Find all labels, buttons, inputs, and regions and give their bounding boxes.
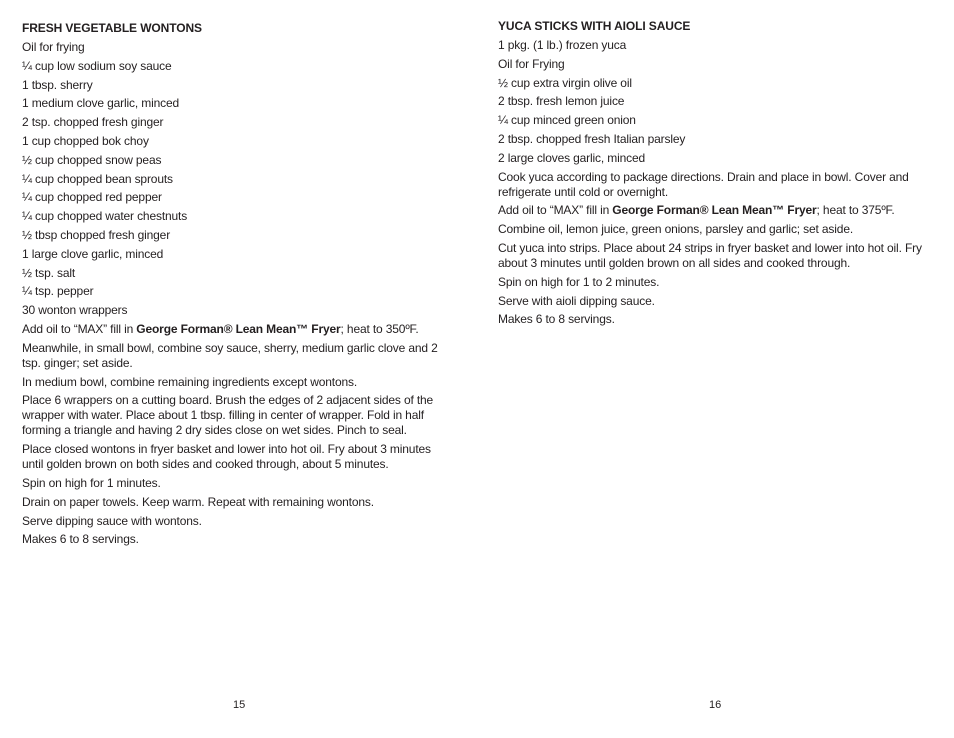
instruction-step: Spin on high for 1 minutes. (22, 475, 161, 490)
recipe-title: FRESH VEGETABLE WONTONS (22, 21, 202, 35)
instruction-step: Drain on paper towels. Keep warm. Repeat with remaining wontons. (22, 494, 374, 509)
step-text: ; heat to 350ºF. (340, 321, 419, 336)
ingredient-list (22, 40, 442, 322)
instruction-step-heat-oil (22, 322, 442, 337)
right-page (498, 0, 928, 738)
instruction-step: Cook yuca according to package directions. Drain and place in bowl. Cover and refrigerate until cold or overnight. (498, 169, 909, 199)
instruction-step: Makes 6 to 8 servings. (498, 312, 615, 327)
instruction-step: Makes 6 to 8 servings. (22, 532, 139, 547)
ingredient-item: 1 medium clove garlic, minced (22, 96, 180, 111)
ingredient-item: ½ tsp. salt (22, 265, 76, 280)
ingredient-item: ¼ cup minced green onion (498, 113, 636, 128)
page-number: 15 (233, 699, 246, 711)
ingredient-item: 1 large clove garlic, minced (22, 246, 164, 261)
brand-name: George Forman® Lean Mean™ Fryer (136, 321, 341, 336)
step-text: ; heat to 375ºF. (816, 203, 895, 218)
recipe-title: YUCA STICKS WITH AIOLI SAUCE (498, 19, 691, 33)
ingredient-item: 1 cup chopped bok choy (22, 133, 149, 148)
ingredient-item: ¼ cup low sodium soy sauce (22, 58, 172, 73)
ingredient-item: 1 tbsp. sherry (22, 77, 93, 92)
instruction-step-heat-oil (498, 203, 928, 218)
page-number: 16 (709, 699, 722, 711)
ingredient-item: ½ cup extra virgin olive oil (498, 75, 632, 90)
instruction-step: Combine oil, lemon juice, green onions, parsley and garlic; set aside. (498, 222, 854, 237)
instruction-list (22, 322, 442, 547)
ingredient-list (498, 38, 928, 170)
ingredient-item: 2 tbsp. fresh lemon juice (498, 94, 625, 109)
ingredient-item: ¼ cup chopped red pepper (22, 190, 162, 205)
instruction-step: Place closed wontons in fryer basket and lower into hot oil. Fry about 3 minutes until golden brown on both sides and cooked through, about 5 minutes. (22, 442, 431, 472)
step-text: Add oil to “MAX” fill in (22, 321, 137, 336)
ingredient-item: ¼ tsp. pepper (22, 284, 94, 299)
ingredient-item: ¼ cup chopped bean sprouts (22, 171, 173, 186)
ingredient-item: ¼ cup chopped water chestnuts (22, 209, 188, 224)
ingredient-item: Oil for frying (22, 40, 85, 54)
instruction-step: Serve with aioli dipping sauce. (498, 293, 655, 308)
ingredient-item: Oil for Frying (498, 56, 565, 71)
ingredient-item: ½ cup chopped snow peas (22, 152, 162, 167)
ingredient-item: 2 large cloves garlic, minced (498, 150, 646, 165)
ingredient-item: 1 pkg. (1 lb.) frozen yuca (498, 38, 627, 52)
ingredient-item: ½ tbsp chopped fresh ginger (22, 227, 171, 242)
ingredient-item: 30 wonton wrappers (22, 303, 128, 318)
ingredient-item: 2 tsp. chopped fresh ginger (22, 115, 164, 130)
instruction-list (498, 170, 928, 328)
brand-name: George Forman® Lean Mean™ Fryer (612, 203, 817, 218)
instruction-step: Place 6 wrappers on a cutting board. Brush the edges of 2 adjacent sides of the wrapper with water. Place about 1 tbsp. filling in center of wrapper. Fold in half forming a triangle and having 2 dry sides close on wet sides. Pinch to seal. (22, 393, 434, 438)
step-text: Add oil to “MAX” fill in (498, 203, 613, 218)
instruction-step: Cut yuca into strips. Place about 24 strips in fryer basket and lower into hot oil. Fry about 3 minutes until golden brown on all sides and cooked through. (498, 240, 922, 270)
instruction-step: Serve dipping sauce with wontons. (22, 513, 202, 528)
instruction-step: Spin on high for 1 to 2 minutes. (498, 274, 660, 289)
left-page (22, 0, 442, 738)
instruction-step: Meanwhile, in small bowl, combine soy sauce, sherry, medium garlic clove and 2 tsp. ginger; set aside. (22, 340, 438, 370)
instruction-step: In medium bowl, combine remaining ingredients except wontons. (22, 374, 358, 389)
ingredient-item: 2 tbsp. chopped fresh Italian parsley (498, 131, 686, 146)
